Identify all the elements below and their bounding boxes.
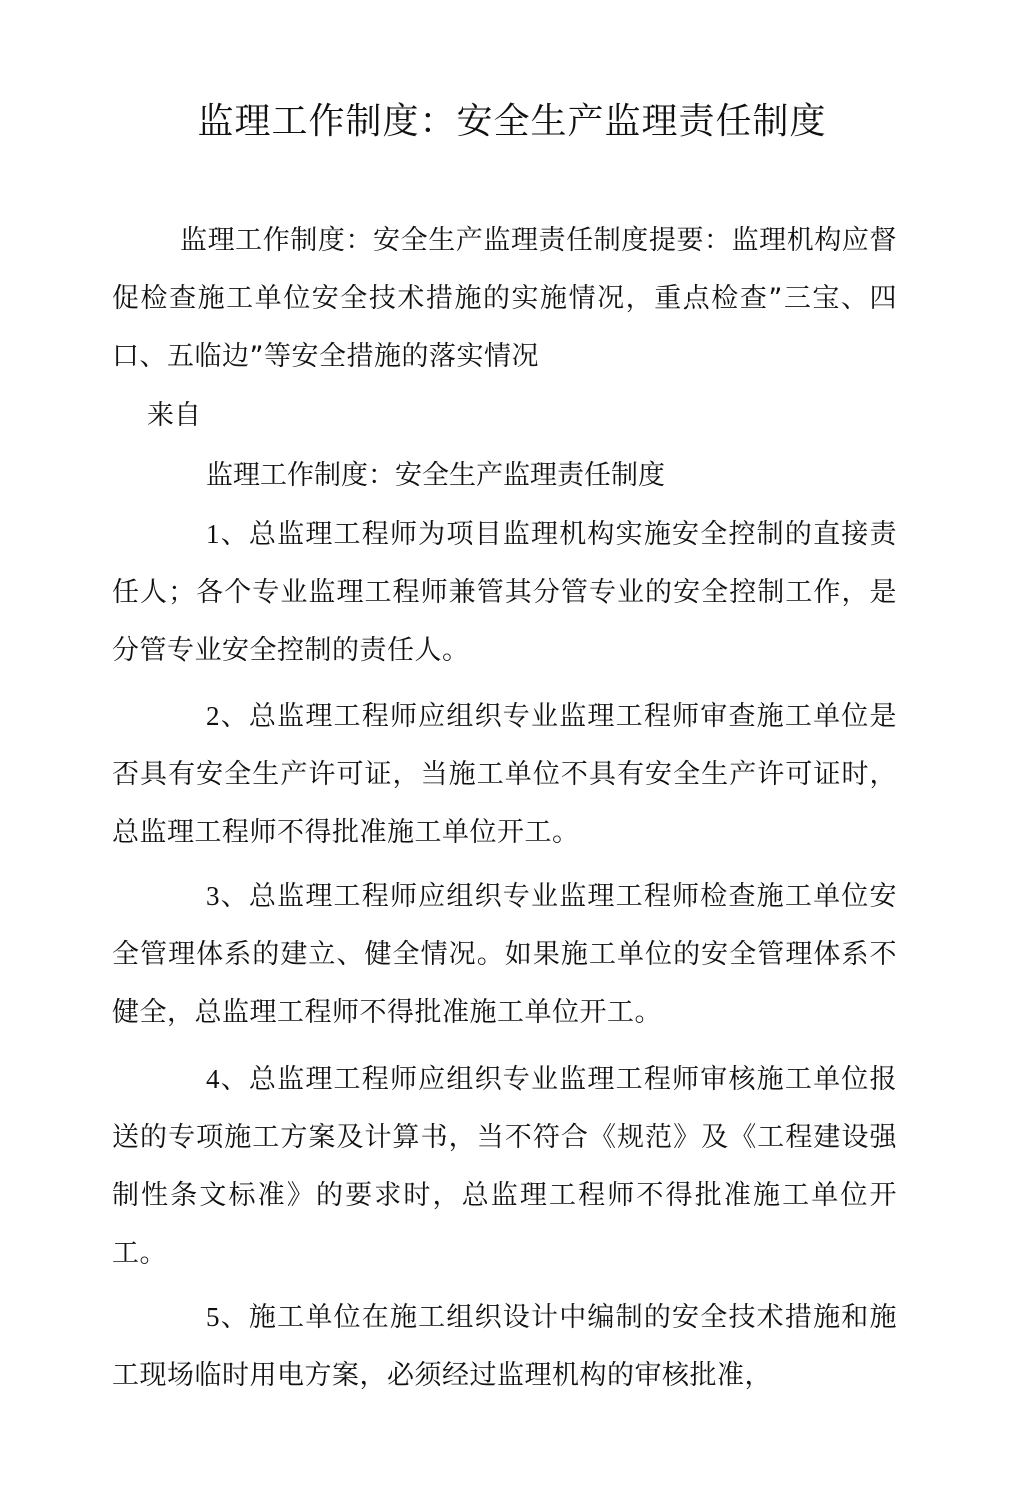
- summary-paragraph: 监理工作制度：安全生产监理责任制度提要：监理机构应督促检查施工单位安全技术措施的实施情况，重点检查”三宝、四口、五临边”等安全措施的落实情况: [112, 225, 897, 372]
- clause-text: 总监理工程师应组织专业监理工程师检查施工单位安全管理体系的建立、健全情况。如果施工单位的安全管理体系不健全，总监理工程师不得批准施工单位开工。: [112, 881, 898, 1028]
- clause-2: [112, 687, 897, 862]
- clause-text: 总监理工程师应组织专业监理工程师审核施工单位报送的专项施工方案及计算书，当不符合《规范》及《工程建设强制性条文标准》的要求时，总监理工程师不得批准施工单位开工。: [112, 1064, 898, 1269]
- clause-3: [112, 867, 897, 1042]
- source-label: 来自: [147, 400, 201, 431]
- clause-text: 施工单位在施工组织设计中编制的安全技术措施和施工现场临时用电方案，必须经过监理机构的审核批准，: [112, 1302, 898, 1391]
- document-title: 监理工作制度：安全生产监理责任制度: [197, 101, 827, 142]
- clause-text: 总监理工程师为项目监理机构实施安全控制的直接责任人；各个专业监理工程师兼管其分管专业的安全控制工作，是分管专业安全控制的责任人。: [112, 519, 898, 666]
- clause-4: [112, 1050, 897, 1283]
- clause-number: 1、: [206, 519, 249, 549]
- clause-number: 5、: [206, 1302, 249, 1332]
- clause-5: [112, 1288, 897, 1405]
- clause-text: 总监理工程师应组织专业监理工程师审查施工单位是否具有安全生产许可证，当施工单位不具有安全生产许可证时，总监理工程师不得批准施工单位开工。: [112, 701, 898, 848]
- document-subtitle: 监理工作制度：安全生产监理责任制度: [206, 460, 665, 491]
- clause-1: [112, 505, 897, 680]
- clause-number: 3、: [206, 881, 249, 911]
- clause-number: 4、: [206, 1064, 249, 1094]
- clause-number: 2、: [206, 701, 249, 731]
